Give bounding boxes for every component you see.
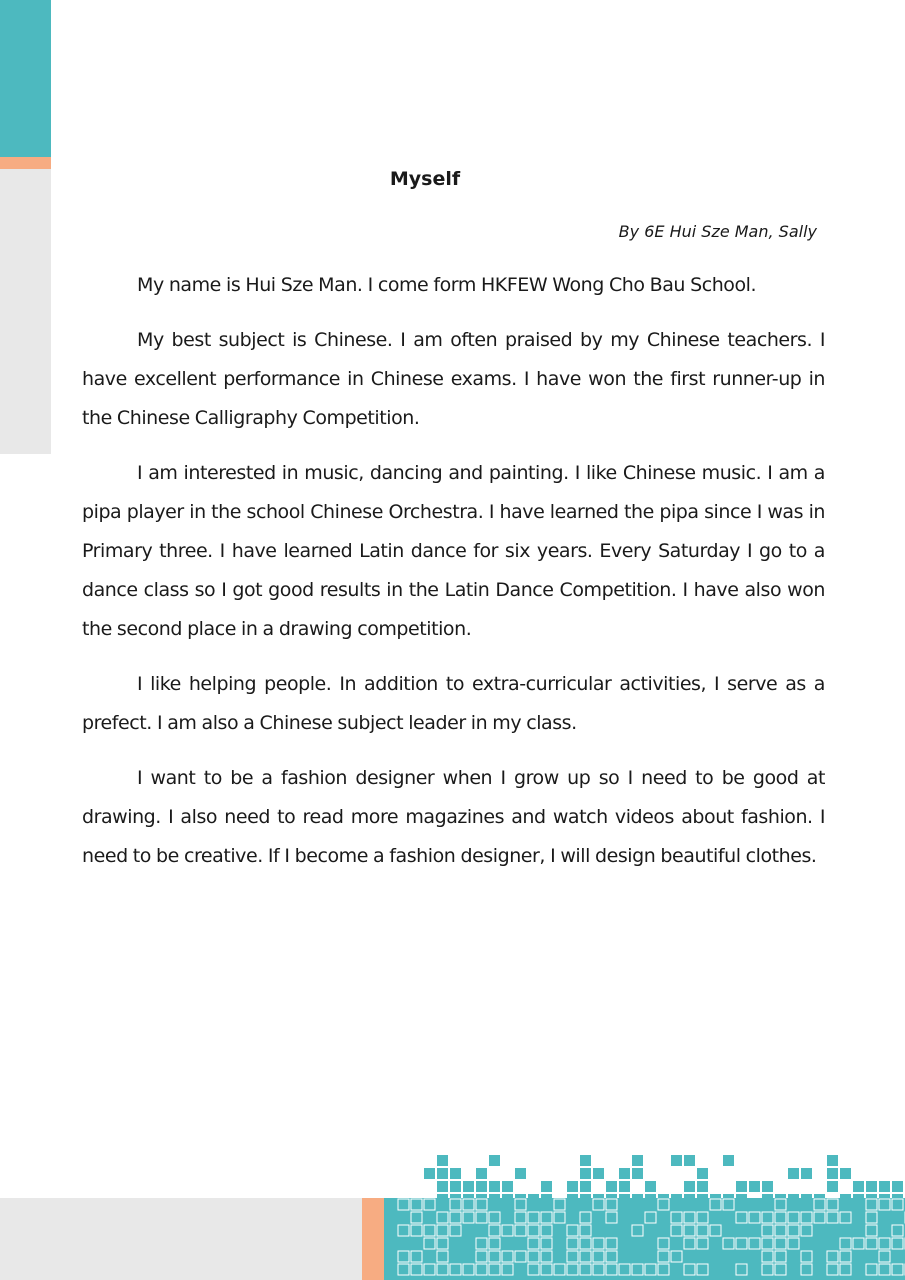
paragraph: My name is Hui Sze Man. I come form HKFEW Wong Cho Bau School.: [137, 274, 757, 296]
paragraph: I am interested in music, dancing and painting. I like Chinese music. I am a pipa player in the school Chinese Orchestra. I have learned the pipa since I was in Primary three. I have learned Latin dance for six years. Every Saturday I go to a dance class so I got good results in the Latin Dance Competition. I have also won the second place in a drawing competition.: [82, 462, 825, 640]
bottom-gray-band: [0, 1198, 362, 1280]
page-title: Myself: [389, 168, 461, 190]
bottom-orange-band: [362, 1198, 384, 1280]
left-teal-strip: [0, 0, 51, 157]
paragraph: My best subject is Chinese. I am often praised by my Chinese teachers. I have excellent performance in Chinese exams. I have won the first runner-up in the Chinese Calligraphy Competition.: [82, 329, 825, 429]
paragraph: I want to be a fashion designer when I grow up so I need to be good at drawing. I also need to read more magazines and watch videos about fashion. I need to be creative. If I become a fashion designer, I will design beautiful clothes.: [82, 767, 825, 867]
essay-body: [82, 266, 825, 892]
paragraph: I like helping people. In addition to extra-curricular activities, I serve as a prefect. I am also a Chinese subject leader in my class.: [82, 673, 825, 734]
author-byline: By 6E Hui Sze Man, Sally: [618, 222, 817, 241]
pixel-pattern-decoration: [384, 1150, 905, 1280]
left-gray-strip: [0, 169, 51, 454]
